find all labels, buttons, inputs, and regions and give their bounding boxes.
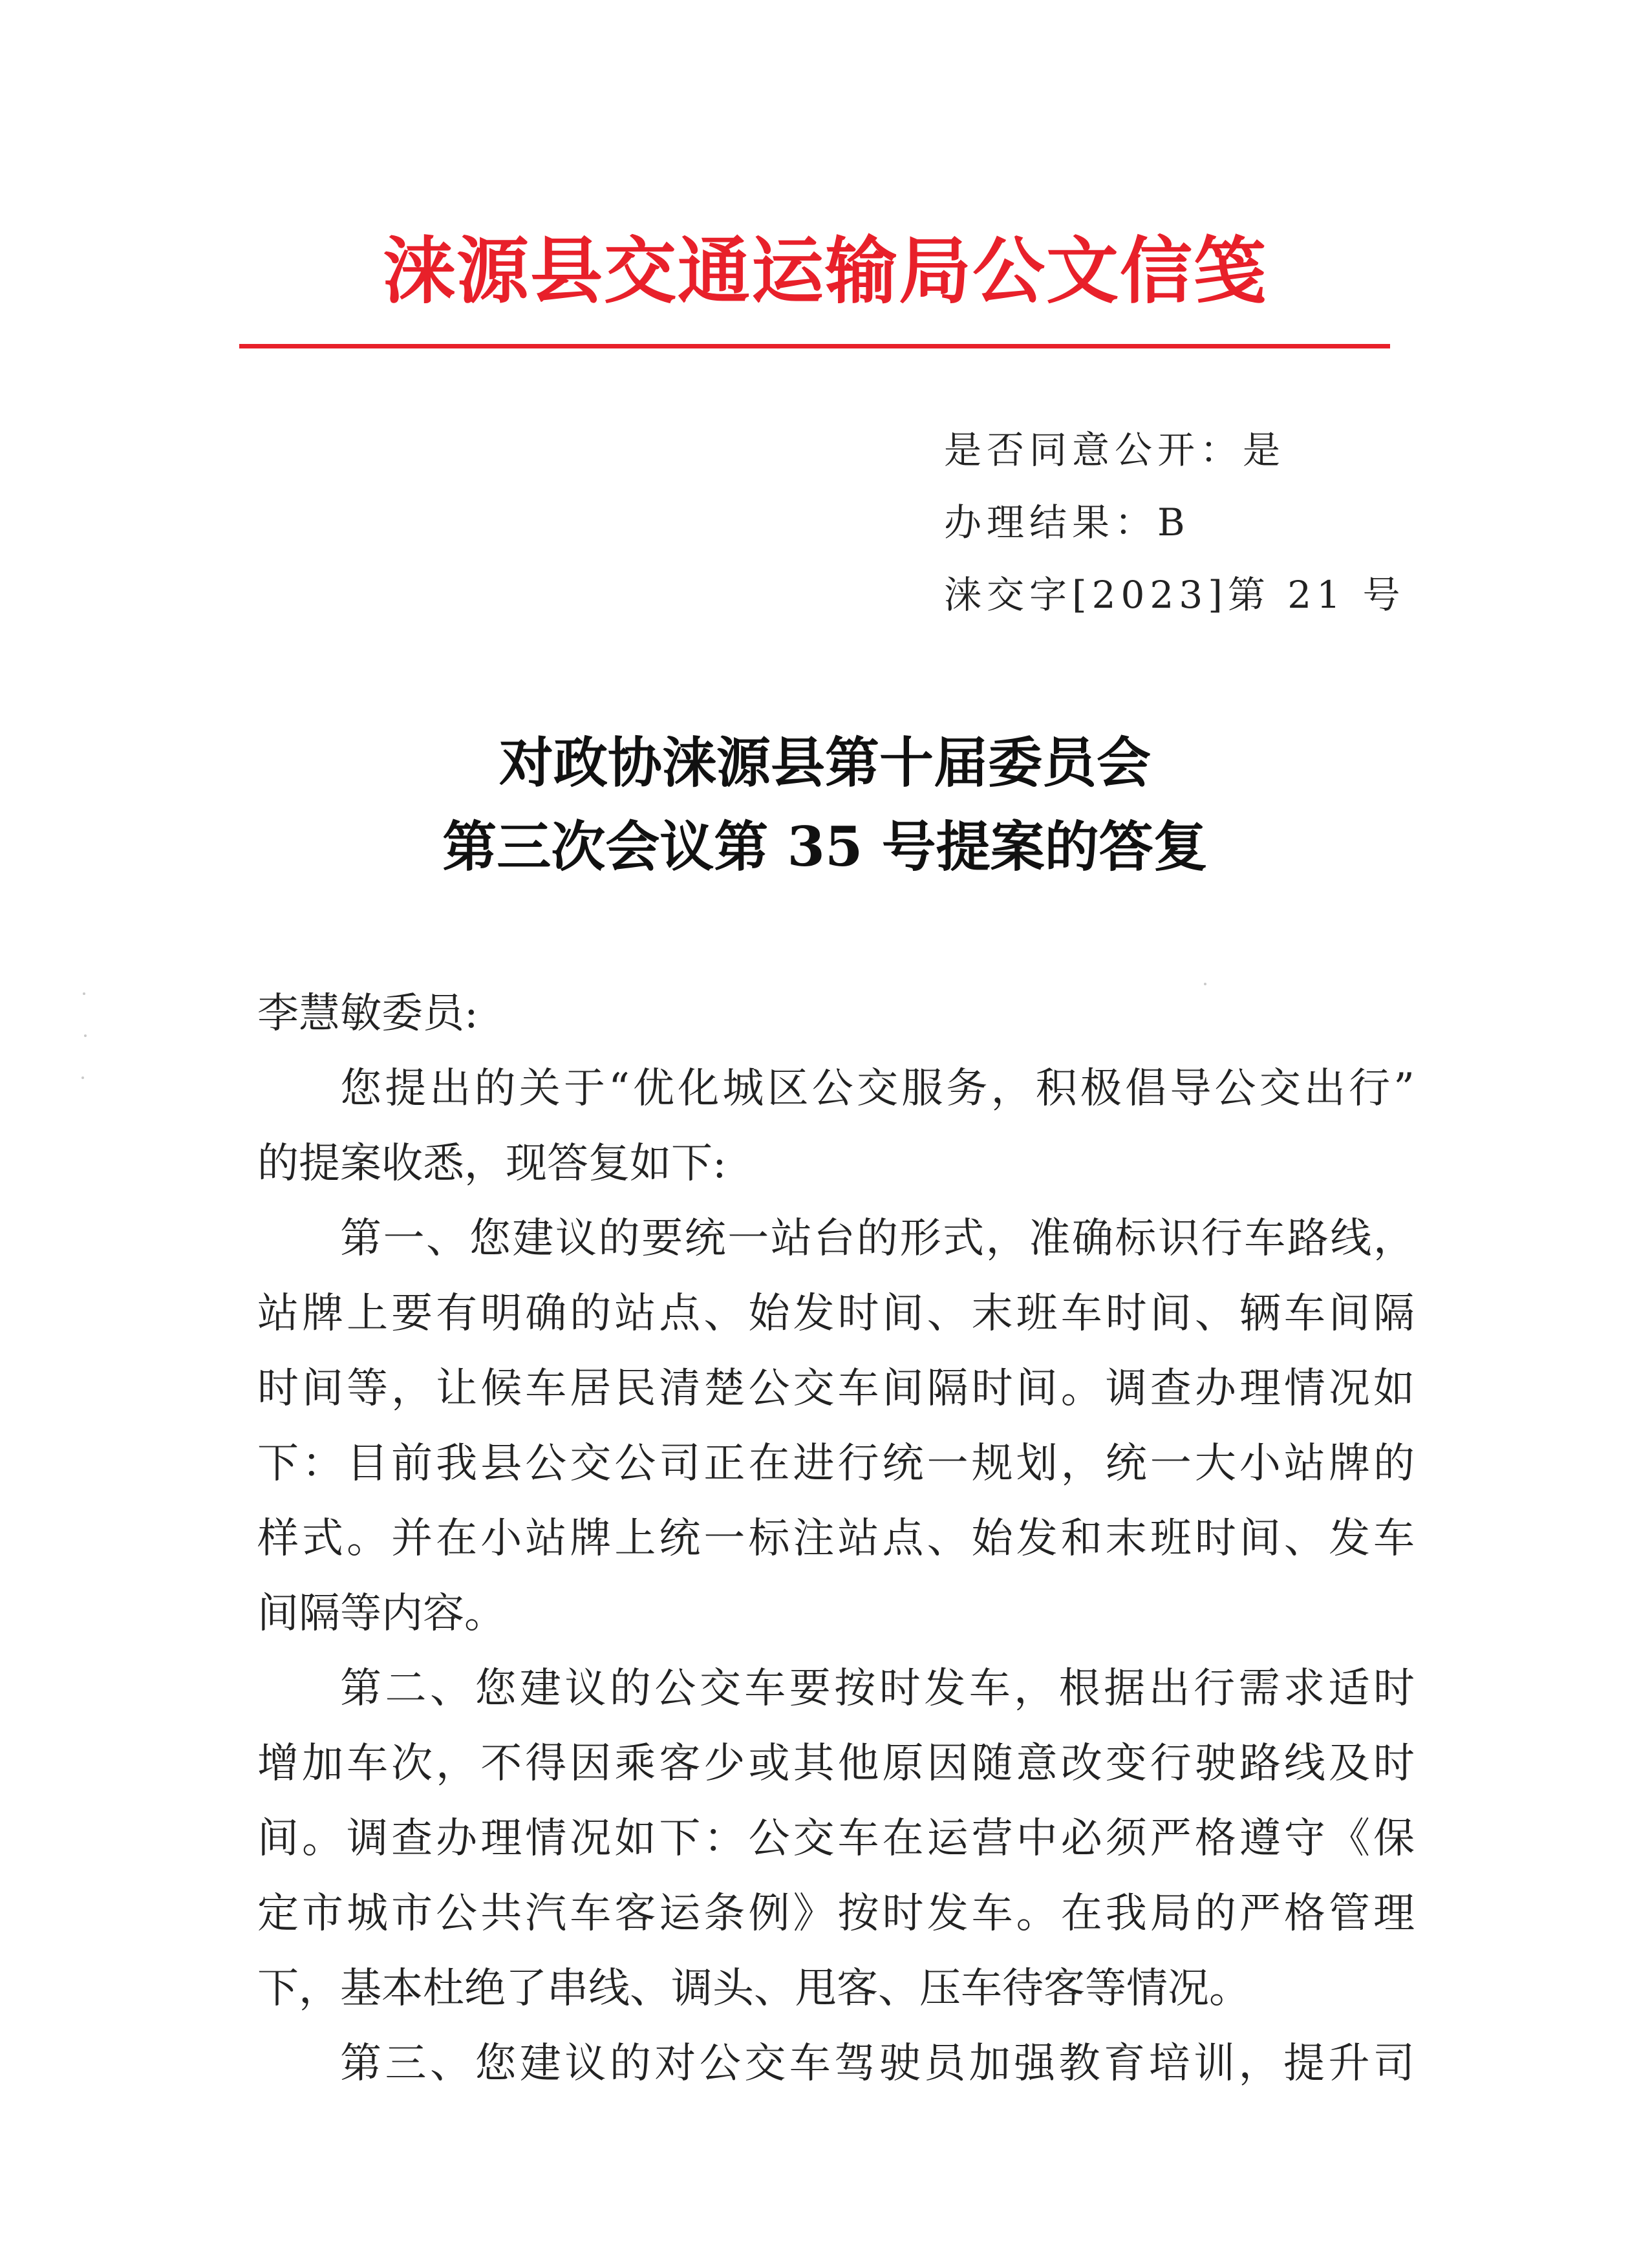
scan-speck xyxy=(83,992,85,995)
body-line: 您提出的关于“优化城区公交服务，积极倡导公交出行” xyxy=(340,1065,1415,1113)
body-line: 增加车次，不得因乘客少或其他原因随意改变行驶路线及时 xyxy=(257,1740,1415,1788)
salutation: 李慧敏委员: xyxy=(257,990,478,1038)
document-title-line-2: 第三次会议第 35 号提案的答复 xyxy=(442,815,1208,879)
body-line: 第一、您建议的要统一站台的形式，准确标识行车路线， xyxy=(340,1215,1415,1263)
document-body xyxy=(257,976,1415,2101)
scan-speck xyxy=(84,1034,87,1037)
handling-result: 办理结果：B xyxy=(944,500,1190,544)
body-line: 间隔等内容。 xyxy=(257,1590,506,1638)
body-line: 样式。并在小站牌上统一标注站点、始发和末班时间、发车 xyxy=(257,1515,1415,1563)
letterhead-title: 涞源县交通运输局公文信笺 xyxy=(383,230,1267,314)
body-line: 时间等，让候车居民清楚公交车间隔时间。调查办理情况如 xyxy=(257,1365,1415,1413)
scan-speck xyxy=(81,1076,84,1079)
letterhead-red-rule xyxy=(239,344,1390,348)
body-line: 下，基本杜绝了串线、调头、甩客、压车待客等情况。 xyxy=(257,1965,1250,2013)
body-line: 站牌上要有明确的站点、始发时间、末班车时间、辆车间隔 xyxy=(257,1290,1415,1338)
body-line: 间。调查办理情况如下：公交车在运营中必须严格遵守《保 xyxy=(257,1815,1415,1863)
public-consent: 是否同意公开：是 xyxy=(944,428,1286,472)
body-line: 第二、您建议的公交车要按时发车，根据出行需求适时 xyxy=(340,1665,1415,1713)
body-line: 第三、您建议的对公交车驾驶员加强教育培训，提升司 xyxy=(340,2040,1415,2088)
document-meta xyxy=(944,414,1406,631)
document-title xyxy=(0,721,1650,889)
body-line: 下：目前我县公交公司正在进行统一规划，统一大小站牌的 xyxy=(257,1440,1415,1488)
document-number: 涞交字[2023]第 21 号 xyxy=(944,573,1406,617)
body-line: 的提案收悉，现答复如下: xyxy=(257,1140,727,1188)
body-line: 定市城市公共汽车客运条例》按时发车。在我局的严格管理 xyxy=(257,1890,1415,1938)
scan-speck xyxy=(1204,983,1206,985)
document-title-line-1: 对政协涞源县第十届委员会 xyxy=(498,731,1151,795)
